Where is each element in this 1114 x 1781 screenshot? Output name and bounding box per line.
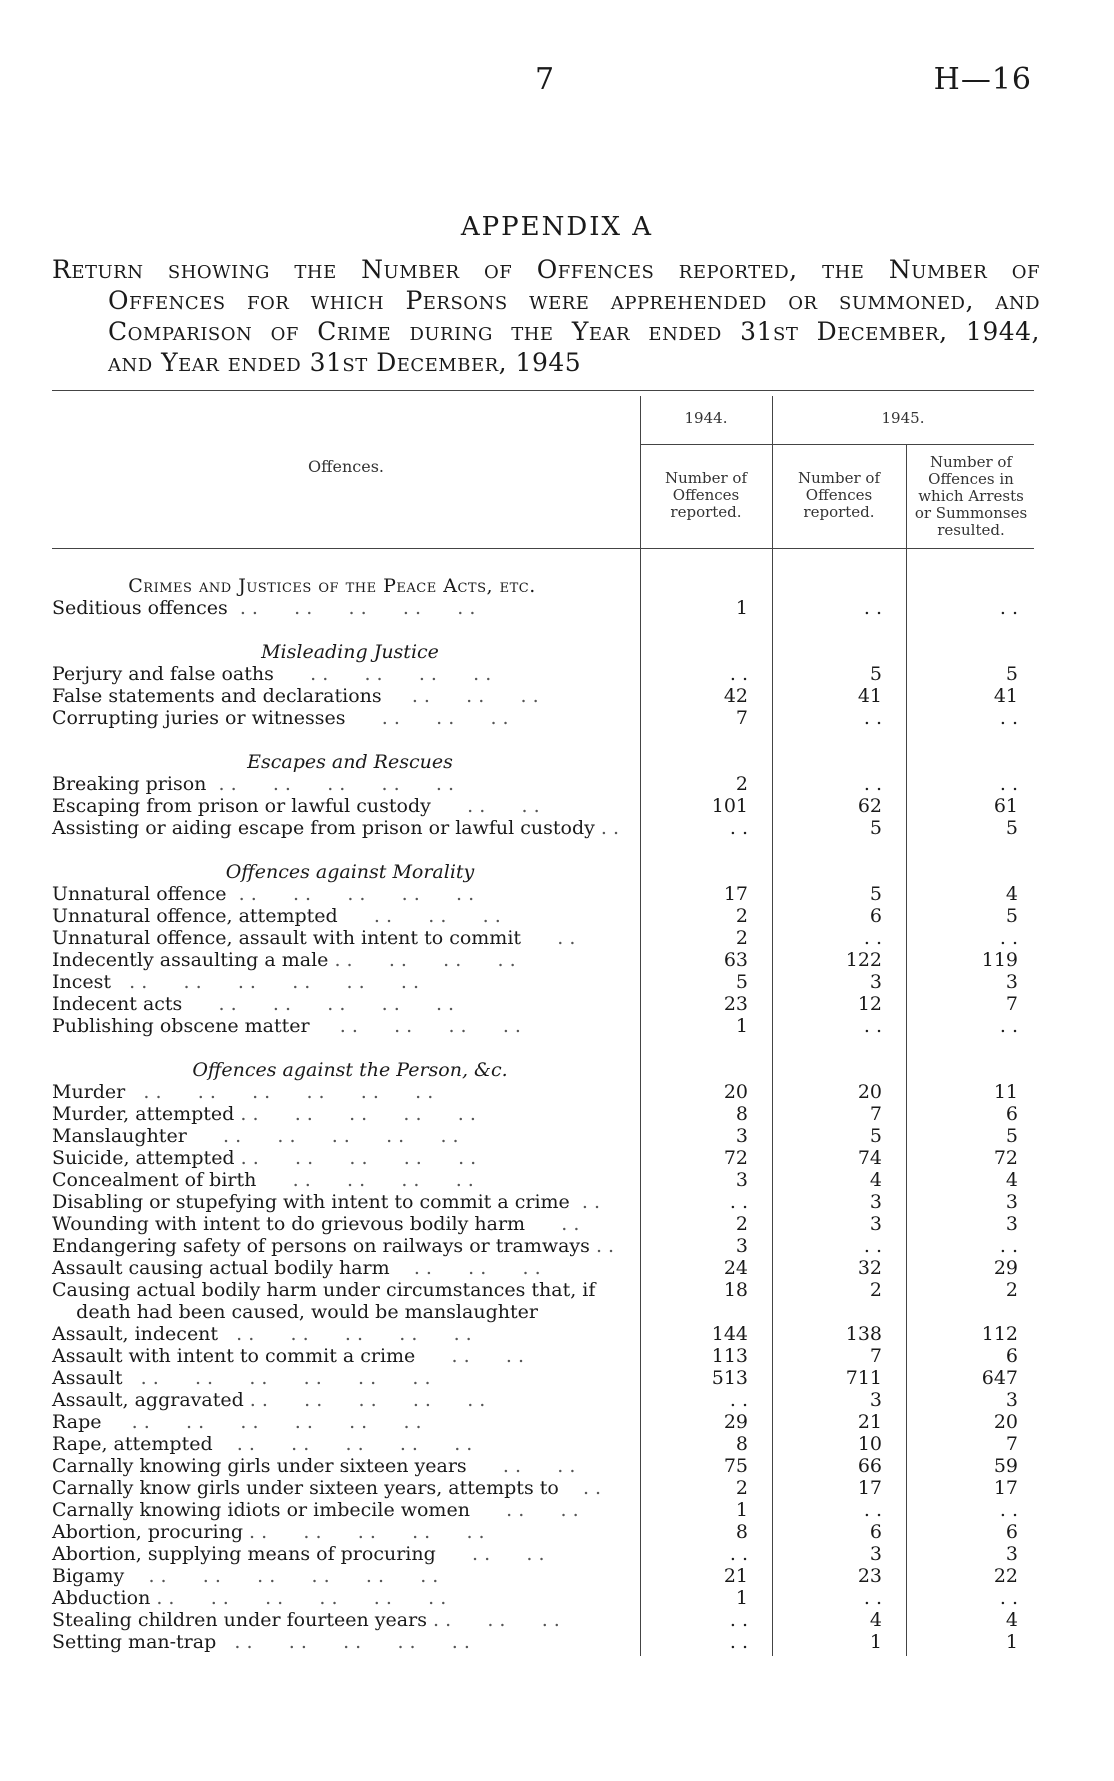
table-row: [0, 1235, 1114, 1257]
table-row: [0, 1147, 1114, 1169]
arrests-1945-cell: 3: [1005, 1389, 1018, 1411]
leader-dots: . .: [594, 817, 620, 839]
leader-dots: . . . . . .: [381, 685, 539, 707]
table-row: [0, 1565, 1114, 1587]
leader-dots: . . . . . . . . . . . .: [122, 1367, 431, 1389]
reported-1944-cell: 101: [711, 795, 748, 817]
reported-1945-cell: 62: [857, 795, 882, 817]
leader-dots: . . . . . . . .: [273, 663, 492, 685]
table-row: [0, 1257, 1114, 1279]
offence-label: [52, 1345, 622, 1367]
section-title: Misleading Justice: [261, 641, 439, 663]
offence-name: Murder, attempted: [52, 1103, 235, 1125]
offence-label: [52, 1543, 622, 1565]
reported-1945-cell: . .: [863, 1499, 882, 1521]
reported-1945-cell: 3: [869, 1213, 882, 1235]
year-sub-rule: [640, 444, 1034, 445]
offence-name: Assault, aggravated: [52, 1389, 244, 1411]
table-row: [0, 663, 1114, 685]
offence-label: [52, 1015, 622, 1037]
reported-1944-cell: 3: [735, 1235, 748, 1257]
leader-dots: . . . . . . . . . . . .: [150, 1587, 447, 1609]
reported-1945-cell: 41: [857, 685, 882, 707]
reported-1944-cell: 1: [735, 1587, 748, 1609]
offence-name: Corrupting juries or witnesses: [52, 707, 346, 729]
arrests-1945-cell: 17: [993, 1477, 1018, 1499]
leader-dots: . .: [521, 927, 576, 949]
arrests-1945-cell: 7: [1005, 1433, 1018, 1455]
table-row: [0, 1301, 1114, 1323]
leader-dots: . . . . . .: [345, 707, 509, 729]
offence-label: [52, 1587, 622, 1609]
reported-1944-cell: . .: [729, 1609, 748, 1631]
leader-dots: . . . . . . . . . .: [243, 1389, 486, 1411]
reported-1944-cell: 144: [711, 1323, 748, 1345]
table-row: [0, 1213, 1114, 1235]
table-row: [0, 1191, 1114, 1213]
offence-label: [52, 1257, 622, 1279]
reported-1944-cell: 17: [723, 883, 748, 905]
offence-name: Assault with intent to commit a crime: [52, 1345, 416, 1367]
offence-label: [52, 1521, 622, 1543]
reported-1944-cell: 1: [735, 1015, 748, 1037]
offence-label: [52, 1499, 622, 1521]
offence-name: Carnally know girls under sixteen years, attempts to: [52, 1477, 559, 1499]
reported-1945-cell: 10: [857, 1433, 882, 1455]
arrests-1945-cell: 3: [1005, 1191, 1018, 1213]
table-row: [0, 927, 1114, 949]
reported-1944-cell: 63: [723, 949, 748, 971]
arrests-1945-cell: 59: [993, 1455, 1018, 1477]
table-row: [0, 1279, 1114, 1301]
arrests-1945-cell: 647: [981, 1367, 1018, 1389]
offence-label: [52, 1367, 622, 1389]
offence-name: False statements and declarations: [52, 685, 382, 707]
offence-label: [52, 1147, 622, 1169]
offence-label: [52, 971, 622, 993]
table-row: [0, 1103, 1114, 1125]
offence-name: Carnally knowing girls under sixteen years: [52, 1455, 467, 1477]
arrests-1945-cell: 119: [981, 949, 1018, 971]
offence-name: Breaking prison: [52, 773, 207, 795]
reported-1944-cell: 24: [723, 1257, 748, 1279]
offence-name: Carnally knowing idiots or imbecile women: [52, 1499, 470, 1521]
arrests-1945-cell: . .: [999, 597, 1018, 619]
reported-1944-cell: 5: [735, 971, 748, 993]
reported-1944-cell: 2: [735, 905, 748, 927]
arrests-1945-cell: 112: [981, 1323, 1018, 1345]
table-row: [0, 707, 1114, 729]
reported-1945-cell: . .: [863, 773, 882, 795]
leader-dots: . . . . . . . . . .: [234, 1103, 476, 1125]
leader-dots: . . . . . . . . . .: [227, 597, 476, 619]
arrests-1945-cell: 41: [993, 685, 1018, 707]
offence-name: Indecent acts: [52, 993, 183, 1015]
arrests-1945-cell: . .: [999, 773, 1018, 795]
table-row: [0, 1499, 1114, 1521]
table-row: [0, 1125, 1114, 1147]
table-row: [0, 1543, 1114, 1565]
reported-1945-cell: 138: [845, 1323, 882, 1345]
offence-label: [52, 663, 622, 685]
reported-1944-cell: . .: [729, 663, 748, 685]
leader-dots: . . . . . .: [389, 1257, 541, 1279]
leader-dots: . . . . . . . . . .: [206, 773, 455, 795]
reported-1945-cell: 12: [857, 993, 882, 1015]
table-row: [0, 905, 1114, 927]
reported-1945-cell: . .: [863, 1587, 882, 1609]
offence-name: Suicide, attempted: [52, 1147, 235, 1169]
leader-dots: . . . . . . . . . . . .: [101, 1411, 422, 1433]
offence-label: [52, 795, 622, 817]
offence-label: [52, 817, 622, 839]
arrests-1945-cell: . .: [999, 1499, 1018, 1521]
offence-name: Wounding with intent to do grievous bodily harm: [52, 1213, 526, 1235]
arrests-1945-cell: 5: [1005, 817, 1018, 839]
year-1945-header: 1945.: [881, 409, 925, 427]
offence-name: Perjury and false oaths: [52, 663, 274, 685]
table-row: [0, 1587, 1114, 1609]
table-row: [0, 1015, 1114, 1037]
year-1944-header: 1944.: [684, 409, 728, 427]
reported-1944-cell: 7: [735, 707, 748, 729]
reported-1944-cell: 21: [723, 1565, 748, 1587]
reported-1945-cell: 122: [845, 949, 882, 971]
reported-1945-cell: 23: [857, 1565, 882, 1587]
table-row: [0, 1345, 1114, 1367]
arrests-1945-cell: . .: [999, 1587, 1018, 1609]
offence-name: death had been caused, would be manslaughter: [52, 1301, 538, 1323]
leader-dots: . . . . . .: [426, 1609, 560, 1631]
offence-label: [52, 1631, 622, 1653]
reported-1945-cell: 1: [869, 1631, 882, 1653]
offence-label: [52, 1213, 622, 1235]
reported-1945-cell: . .: [863, 597, 882, 619]
arrests-1945-cell: 2: [1005, 1279, 1018, 1301]
table-row: [0, 949, 1114, 971]
heading-line-2: Offences for which Persons were apprehended or summoned, and: [108, 286, 1040, 315]
reported-1944-cell: 42: [723, 685, 748, 707]
reported-1944-cell: 29: [723, 1411, 748, 1433]
offence-name: Murder: [52, 1081, 126, 1103]
arrests-1945-cell: 22: [993, 1565, 1018, 1587]
heading-line-3: Comparison of Crime during the Year ended 31st December, 1944,: [108, 317, 1040, 346]
leader-dots: . .: [569, 1191, 600, 1213]
arrests-1945-cell: 3: [1005, 971, 1018, 993]
arrests-1945-cell: 5: [1005, 905, 1018, 927]
table-top-rule: [52, 390, 1034, 391]
leader-dots: . . . .: [466, 1455, 576, 1477]
table-row: [0, 773, 1114, 795]
offence-name: Stealing children under fourteen years: [52, 1609, 427, 1631]
reported-1944-cell: 1: [735, 1499, 748, 1521]
offence-label: [52, 993, 622, 1015]
offence-label: [52, 1609, 622, 1631]
offence-name: Manslaughter: [52, 1125, 187, 1147]
reported-1944-cell: 1: [735, 597, 748, 619]
offence-name: Abortion, supplying means of procuring: [52, 1543, 436, 1565]
offence-name: Unnatural offence: [52, 883, 227, 905]
reported-1945-cell: . .: [863, 1235, 882, 1257]
reported-1944-cell: . .: [729, 1543, 748, 1565]
offence-name: Rape: [52, 1411, 102, 1433]
leader-dots: . . . . . . . . . .: [212, 1433, 473, 1455]
arrests-1945-cell: 6: [1005, 1103, 1018, 1125]
arrests-1945-cell: 3: [1005, 1543, 1018, 1565]
arrests-1945-cell: 5: [1005, 1125, 1018, 1147]
reported-1945-cell: 5: [869, 883, 882, 905]
leader-dots: . . . .: [469, 1499, 579, 1521]
leader-dots: . .: [589, 1235, 615, 1257]
reported-1944-cell: 2: [735, 1477, 748, 1499]
table-row: [0, 1169, 1114, 1191]
leader-dots: . . . . . . . . . .: [182, 993, 455, 1015]
leader-dots: . . . . . . . . . .: [218, 1323, 472, 1345]
reported-1945-cell: 20: [857, 1081, 882, 1103]
offence-label: [52, 949, 622, 971]
table-row: [0, 1081, 1114, 1103]
reported-1945-cell: . .: [863, 1015, 882, 1037]
reported-1944-cell: 8: [735, 1103, 748, 1125]
table-header-bottom-rule: [52, 548, 1034, 549]
offence-label: [52, 1477, 622, 1499]
arrests-1945-cell: 5: [1005, 663, 1018, 685]
offence-name: Rape, attempted: [52, 1433, 213, 1455]
reported-1945-cell: . .: [863, 707, 882, 729]
arrests-1945-cell: 72: [993, 1147, 1018, 1169]
reported-1945-cell: 6: [869, 905, 882, 927]
reported-1944-cell: 513: [711, 1367, 748, 1389]
leader-dots: . . . .: [435, 1543, 545, 1565]
leader-dots: . . . . . . . . . .: [243, 1521, 485, 1543]
section-title: Crimes and Justices of the Peace Acts, etc.: [128, 575, 536, 597]
leader-dots: . . . .: [415, 1345, 525, 1367]
reported-1944-cell: 3: [735, 1125, 748, 1147]
offence-name: Causing actual bodily harm under circumstances that, if: [52, 1279, 596, 1301]
offence-name: Assault causing actual bodily harm: [52, 1257, 390, 1279]
reported-1944-cell: 23: [723, 993, 748, 1015]
offence-name: Abduction: [52, 1587, 151, 1609]
reported-1945-cell: 3: [869, 971, 882, 993]
reported-1944-cell: 8: [735, 1521, 748, 1543]
table-row: [0, 597, 1114, 619]
table-row: [0, 1367, 1114, 1389]
reported-1945-cell: 5: [869, 817, 882, 839]
leader-dots: . . . . . . . . . . . .: [124, 1565, 439, 1587]
offence-label: [52, 1235, 622, 1257]
offence-label: [52, 685, 622, 707]
offence-name: Abortion, procuring: [52, 1521, 243, 1543]
table-row: [0, 1411, 1114, 1433]
reported-1944-cell: 2: [735, 1213, 748, 1235]
offence-label: [52, 1433, 622, 1455]
arrests-1945-cell: 20: [993, 1411, 1018, 1433]
reported-1945-cell: 711: [845, 1367, 882, 1389]
reported-1945-cell: 3: [869, 1543, 882, 1565]
table-row: [0, 1389, 1114, 1411]
offence-name: Escaping from prison or lawful custody: [52, 795, 431, 817]
table-row: [0, 1323, 1114, 1345]
offences-column-header: Offences.: [308, 457, 384, 476]
reported-1945-cell: 3: [869, 1389, 882, 1411]
arrests-1945-cell: 4: [1005, 1609, 1018, 1631]
table-row: [0, 1477, 1114, 1499]
offence-name: Endangering safety of persons on railways or tramways: [52, 1235, 590, 1257]
offence-label: [52, 707, 622, 729]
reported-1944-cell: 18: [723, 1279, 748, 1301]
reported-1945-cell: 74: [857, 1147, 882, 1169]
offence-name: Seditious offences: [52, 597, 228, 619]
reported-1945-cell: 4: [869, 1609, 882, 1631]
reported-1945-cell: 32: [857, 1257, 882, 1279]
offence-label: [52, 1455, 622, 1477]
reported-1945-cell: 66: [857, 1455, 882, 1477]
reported-1945-cell: 7: [869, 1103, 882, 1125]
arrests-1945-cell: 4: [1005, 1169, 1018, 1191]
arrests-1945-cell: 11: [993, 1081, 1018, 1103]
reported-1944-cell: 8: [735, 1433, 748, 1455]
reported-1945-cell: 17: [857, 1477, 882, 1499]
leader-dots: . . . . . . . .: [309, 1015, 521, 1037]
document-reference: H—16: [933, 62, 1032, 97]
leader-dots: . . . . . . . . . .: [234, 1147, 477, 1169]
reported-1945-cell: 4: [869, 1169, 882, 1191]
reported-1945-cell: . .: [863, 927, 882, 949]
offence-label: [52, 1411, 622, 1433]
offence-label: [52, 597, 622, 619]
table-row: [0, 795, 1114, 817]
leader-dots: . . . . . . . . . . . .: [111, 971, 420, 993]
reported-1944-cell: . .: [729, 817, 748, 839]
arrests-1945-cell: 1: [1005, 1631, 1018, 1653]
leader-dots: . . . . . . . .: [328, 949, 516, 971]
arrests-1945-cell: 6: [1005, 1521, 1018, 1543]
arrests-1945-cell: 7: [1005, 993, 1018, 1015]
reported-1944-cell: 2: [735, 927, 748, 949]
reported-1944-cell: . .: [729, 1191, 748, 1213]
offence-label: [52, 1081, 622, 1103]
arrests-1945-cell: . .: [999, 1235, 1018, 1257]
reported-1945-cell: 6: [869, 1521, 882, 1543]
reported-1945-cell: 3: [869, 1191, 882, 1213]
table-row: [0, 1609, 1114, 1631]
table-row: [0, 817, 1114, 839]
offence-name: Unnatural offence, attempted: [52, 905, 338, 927]
offence-name: Assisting or aiding escape from prison or lawful custody: [52, 817, 595, 839]
offence-name: Indecently assaulting a male: [52, 949, 329, 971]
leader-dots: . . . . . . . . . .: [226, 883, 475, 905]
table-row: [0, 1433, 1114, 1455]
offence-label: [52, 1191, 622, 1213]
page-number: 7: [535, 62, 555, 97]
reported-1944-cell: 3: [735, 1169, 748, 1191]
reported-1945-header: Number of Offences reported.: [797, 469, 880, 521]
reported-1944-cell: 113: [711, 1345, 748, 1367]
leader-dots: . . . . . .: [337, 905, 501, 927]
return-heading: [52, 254, 1040, 378]
arrests-1945-cell: 6: [1005, 1345, 1018, 1367]
arrests-1945-cell: . .: [999, 1015, 1018, 1037]
heading-line-1: Return showing the Number of Offences reported, the Number of: [52, 255, 1040, 284]
leader-dots: . . . . . . . .: [256, 1169, 474, 1191]
offence-name: Setting man-trap: [52, 1631, 217, 1653]
leader-dots: . . . . . . . . . .: [216, 1631, 470, 1653]
reported-1945-cell: 5: [869, 1125, 882, 1147]
leader-dots: . .: [558, 1477, 602, 1499]
offence-name: Concealment of birth: [52, 1169, 257, 1191]
reported-1945-cell: 2: [869, 1279, 882, 1301]
table-row: [0, 971, 1114, 993]
table-row: [0, 1631, 1114, 1653]
offence-name: Disabling or stupefying with intent to commit a crime: [52, 1191, 570, 1213]
reported-1944-cell: . .: [729, 1389, 748, 1411]
offence-label: [52, 905, 622, 927]
arrests-1945-cell: 4: [1005, 883, 1018, 905]
leader-dots: . .: [525, 1213, 580, 1235]
reported-1944-cell: 72: [723, 1147, 748, 1169]
offence-name: Assault: [52, 1367, 123, 1389]
reported-1944-cell: 75: [723, 1455, 748, 1477]
table-row: [0, 1455, 1114, 1477]
offence-name: Publishing obscene matter: [52, 1015, 310, 1037]
arrests-1945-cell: . .: [999, 707, 1018, 729]
reported-1944-cell: . .: [729, 1631, 748, 1653]
leader-dots: . . . . . . . . . . . .: [125, 1081, 434, 1103]
offence-name: Assault, indecent: [52, 1323, 219, 1345]
offence-label: [52, 883, 622, 905]
arrests-1945-header: Number of Offences in which Arrests or Summonses resulted.: [914, 453, 1028, 539]
offence-label: [52, 773, 622, 795]
reported-1945-cell: 7: [869, 1345, 882, 1367]
offence-label: [52, 1125, 622, 1147]
section-title: Offences against Morality: [225, 861, 475, 883]
offence-label: [52, 1389, 622, 1411]
appendix-title: APPENDIX A: [460, 212, 654, 242]
table-row: [0, 993, 1114, 1015]
leader-dots: . . . . . . . . . .: [186, 1125, 459, 1147]
section-title: Escapes and Rescues: [247, 751, 453, 773]
offence-name: Incest: [52, 971, 112, 993]
table-row: [0, 1521, 1114, 1543]
reported-1944-cell: 20: [723, 1081, 748, 1103]
arrests-1945-cell: 29: [993, 1257, 1018, 1279]
reported-1944-cell: 2: [735, 773, 748, 795]
offence-name: Bigamy: [52, 1565, 125, 1587]
offence-name: Unnatural offence, assault with intent to commit: [52, 927, 522, 949]
table-row: [0, 883, 1114, 905]
arrests-1945-cell: . .: [999, 927, 1018, 949]
table-row: [0, 685, 1114, 707]
offence-label: [52, 1279, 622, 1301]
arrests-1945-cell: 61: [993, 795, 1018, 817]
offence-label: [52, 1323, 622, 1345]
heading-line-4: and Year ended 31st December, 1945: [108, 348, 582, 377]
offence-label: [52, 927, 622, 949]
section-title: Offences against the Person, &c.: [192, 1059, 508, 1081]
leader-dots: . . . .: [430, 795, 540, 817]
reported-1945-cell: 21: [857, 1411, 882, 1433]
offence-label: [52, 1565, 622, 1587]
reported-1944-header: Number of Offences reported.: [664, 469, 747, 521]
reported-1945-cell: 5: [869, 663, 882, 685]
offence-label: [52, 1169, 622, 1191]
arrests-1945-cell: 3: [1005, 1213, 1018, 1235]
offence-label: [52, 1103, 622, 1125]
offence-label: [52, 1301, 622, 1323]
